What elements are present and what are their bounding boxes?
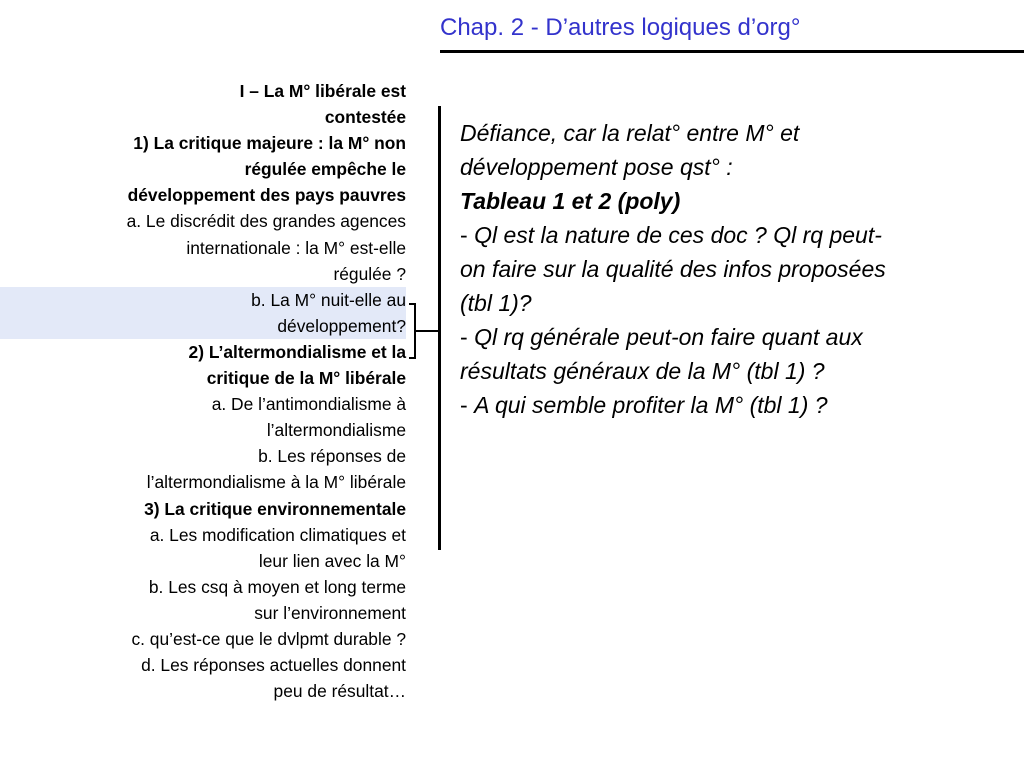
content-line <box>460 116 1010 150</box>
outline-line: b. La M° nuit-elle au <box>0 287 406 313</box>
outline-line: critique de la M° libérale <box>206 368 406 389</box>
content-line <box>460 354 1010 388</box>
bracket-connector <box>416 330 438 332</box>
outline-line: a. Les modification climatiques et <box>149 524 406 545</box>
outline-line: régulée empêche le <box>244 159 406 180</box>
outline-line: I – La M° libérale est <box>239 81 406 101</box>
content-text: Défiance, car la relat° entre M° et <box>460 120 800 146</box>
content-line <box>460 320 1010 354</box>
bullet-dash: - <box>460 324 475 350</box>
content-line <box>460 252 1010 286</box>
content-text: (tbl 1)? <box>460 290 532 316</box>
outline-line: c. qu’est-ce que le dvlpmt durable ? <box>131 628 406 649</box>
bracket-vertical-line <box>438 106 441 550</box>
content-text: développement pose qst° : <box>460 154 733 180</box>
outline-line: développement? <box>0 313 406 339</box>
content-line <box>460 388 1010 422</box>
bracket-highlight-link <box>409 303 416 359</box>
outline-line: internationale : la M° est-elle <box>186 237 406 258</box>
content-line <box>460 286 1010 320</box>
content-text: Tableau 1 et 2 (poly) <box>460 188 681 214</box>
outline-line: régulée ? <box>333 263 406 284</box>
page-title: Chap. 2 - D’autres logiques d’org° <box>440 14 801 41</box>
outline-line: b. Les csq à moyen et long terme <box>148 576 406 597</box>
outline-panel <box>0 78 406 704</box>
outline-line: d. Les réponses actuelles donnent <box>141 655 406 676</box>
title-underline <box>440 50 1024 53</box>
outline-line: l’altermondialisme <box>266 420 406 441</box>
bullet-dash: - <box>460 222 475 248</box>
outline-line: a. Le discrédit des grandes agences <box>126 211 406 232</box>
outline-line: b. Les réponses de <box>258 446 406 467</box>
content-line <box>460 218 1010 252</box>
content-panel <box>460 116 1010 422</box>
outline-line: contestée <box>324 107 406 128</box>
outline-line: 1) La critique majeure : la M° non <box>133 133 406 154</box>
outline-line: leur lien avec la M° <box>258 550 406 571</box>
outline-line: l’altermondialisme à la M° libérale <box>146 472 406 493</box>
outline-line: peu de résultat… <box>273 681 406 702</box>
outline-line: a. De l’antimondialisme à <box>211 394 406 415</box>
content-text: résultats généraux de la M° (tbl 1) ? <box>460 358 825 384</box>
outline-line: 3) La critique environnementale <box>144 498 406 519</box>
outline-line: développement des pays pauvres <box>127 185 406 206</box>
content-line <box>460 150 1010 184</box>
content-text: on faire sur la qualité des infos proposées <box>460 256 886 282</box>
content-line <box>460 184 1010 218</box>
content-text: A qui semble profiter la M° (tbl 1) ? <box>474 392 828 418</box>
content-text: Ql rq générale peut-on faire quant aux <box>474 324 863 350</box>
bullet-dash: - <box>460 392 475 418</box>
outline-line: 2) L’altermondialisme et la <box>188 341 406 362</box>
outline-line: sur l’environnement <box>254 602 406 623</box>
content-text: Ql est la nature de ces doc ? Ql rq peut- <box>474 222 882 248</box>
